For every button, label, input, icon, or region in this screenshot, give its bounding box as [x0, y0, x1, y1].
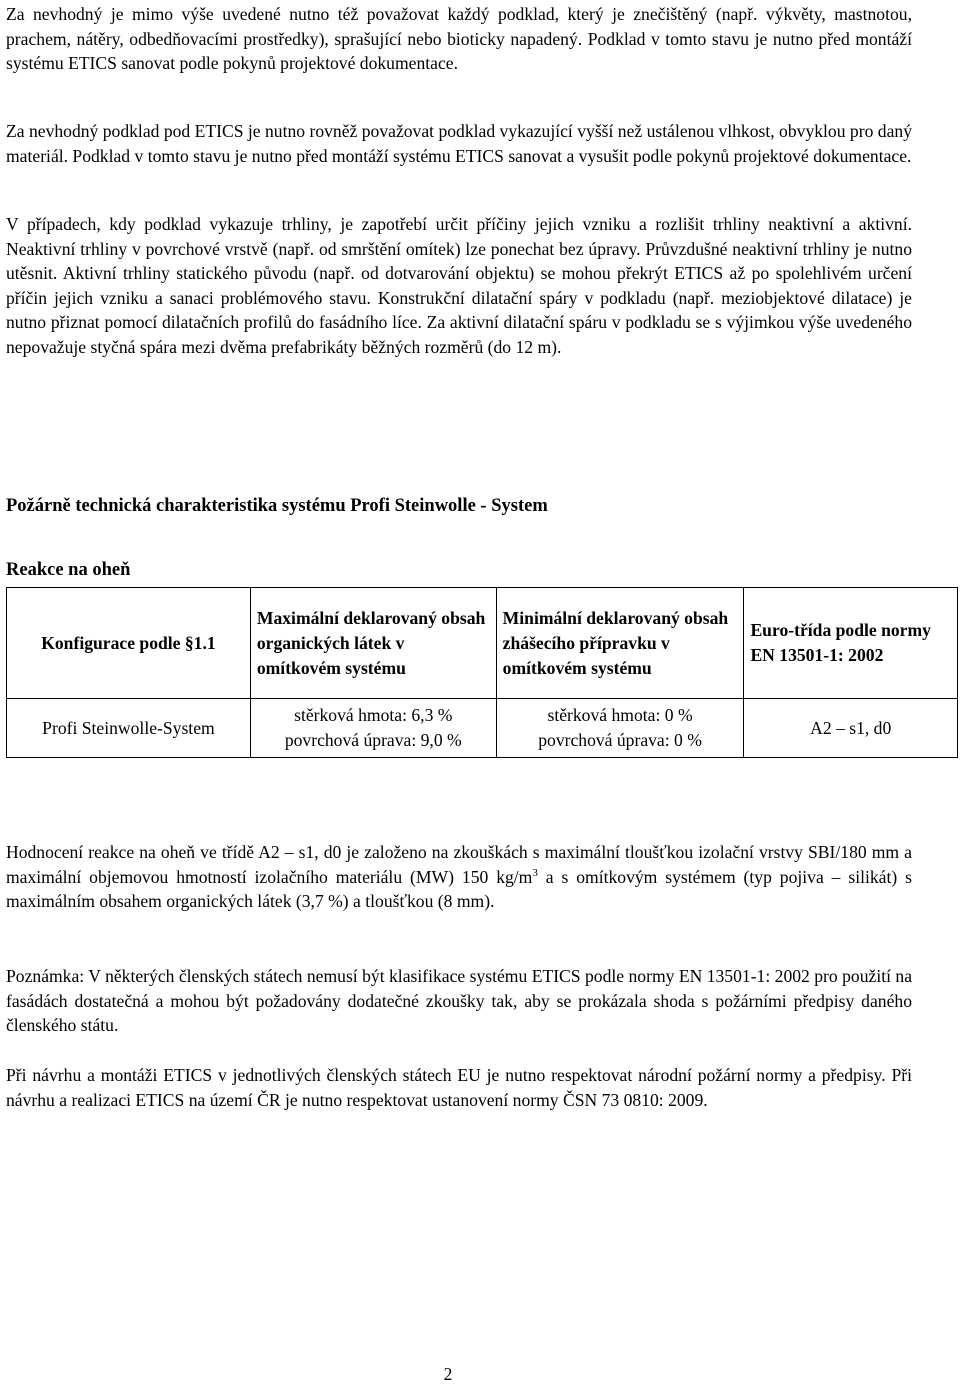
- paragraph-unsuitable-substrate: Za nevhodný je mimo výše uvedené nutno též považovat každý podklad, který je znečištěný (např. výkvěty, mastnotou, prachem, nátěry, odbedňovacími prostředky), sprašující nebo bioticky napadený. Podklad v tomto stavu je nutno před montáží systému ETICS sanovat podle pokynů projektové dokumentace.: [6, 4, 912, 73]
- header-euro-class: Euro-třída podle normy EN 13501-1: 2002: [744, 588, 958, 699]
- cell-max-organic-surface: povrchová úprava: 9,0 %: [284, 730, 462, 750]
- fire-evaluation-text-1: Hodnocení reakce na oheň ve třídě A2 – s1, d0 je založeno na zkouškách s maximální tloušťkou izolační vrstvy SBI/180 mm a maximální objemovou hmotností izolačního materiálu (MW) 150 kg/m: [6, 842, 912, 887]
- header-configuration: Konfigurace podle §1.1: [7, 588, 251, 699]
- fire-classification-table: [6, 587, 958, 758]
- cell-min-retardant: [496, 699, 744, 758]
- paragraph-note: Poznámka: V některých členských státech nemusí být klasifikace systému ETICS podle normy EN 13501-1: 2002 pro použití na fasádách dostatečná a mohou být požadovány dodatečné zkoušky tak, aby se prokázala shoda s požárními předpisy daného členského státu.: [6, 966, 912, 1035]
- header-max-organic: Maximální deklarovaný obsah organických látek v omítkovém systému: [250, 588, 496, 699]
- paragraph-cracks: V případech, kdy podklad vykazuje trhliny, je zapotřebí určit příčiny jejich vzniku a rozlišit trhliny neaktivní a aktivní. Neaktivní trhliny v povrchové vrstvě (např. od smrštění omítek) lze ponechat bez úpravy. Průvzdušné neaktivní trhliny je nutno utěsnit. Aktivní trhliny statického původu (např. od dotvarování objektu) se mohou překrýt ETICS až po spolehlivém určení příčin jejich vzniku a sanaci problémového stavu. Konstrukční dilatační spáry v podkladu (např. meziobjektové dilatace) je nutno přiznat pomocí dilatačních profilů do fasádního líce. Za aktivní dilatační spáru v podkladu se s výjimkou výše uvedeného nepovažuje styčná spára mezi dvěma prefabrikáty běžných rozměrů (do 12 m).: [6, 214, 912, 357]
- cell-min-retardant-surface: povrchová úprava: 0 %: [538, 730, 702, 750]
- header-min-retardant: Minimální deklarovaný obsah zhášecího přípravku v omítkovém systému: [496, 588, 744, 699]
- paragraph-fire-evaluation: [6, 840, 912, 914]
- paragraph-moisture: Za nevhodný podklad pod ETICS je nutno rovněž považovat podklad vykazující vyšší než ustálenou vlhkost, obvyklou pro daný materiál. Podklad v tomto stavu je nutno před montáží systému ETICS sanovat a vysušit podle pokynů projektové dokumentace.: [6, 121, 912, 166]
- cell-max-organic: [250, 699, 496, 758]
- fire-evaluation-superscript: 3: [532, 866, 538, 879]
- heading-reaction-to-fire: Reakce na oheň: [6, 560, 131, 580]
- table-header-row: [7, 588, 958, 699]
- cell-euro-class: A2 – s1, d0: [744, 699, 958, 758]
- cell-min-retardant-base: stěrková hmota: 0 %: [547, 705, 693, 725]
- cell-configuration: Profi Steinwolle-System: [7, 699, 251, 758]
- page-number: 2: [443, 1364, 453, 1384]
- paragraph-national-regulations: Při návrhu a montáži ETICS v jednotlivých členských státech EU je nutno respektovat národní požární normy a předpisy. Při návrhu a realizaci ETICS na území ČR je nutno respektovat ustanovení normy ČSN 73 0810: 2009.: [6, 1065, 912, 1110]
- fire-evaluation-text-2: a s omítkovým systémem (typ pojiva – silikát) s maximálním obsahem organických látek (3,7 %) a tloušťkou (8 mm).: [6, 866, 912, 911]
- heading-fire-characteristics: Požárně technická charakteristika systému Profi Steinwolle - System: [6, 496, 548, 516]
- cell-max-organic-base: stěrková hmota: 6,3 %: [294, 705, 453, 725]
- table-row: [7, 699, 958, 758]
